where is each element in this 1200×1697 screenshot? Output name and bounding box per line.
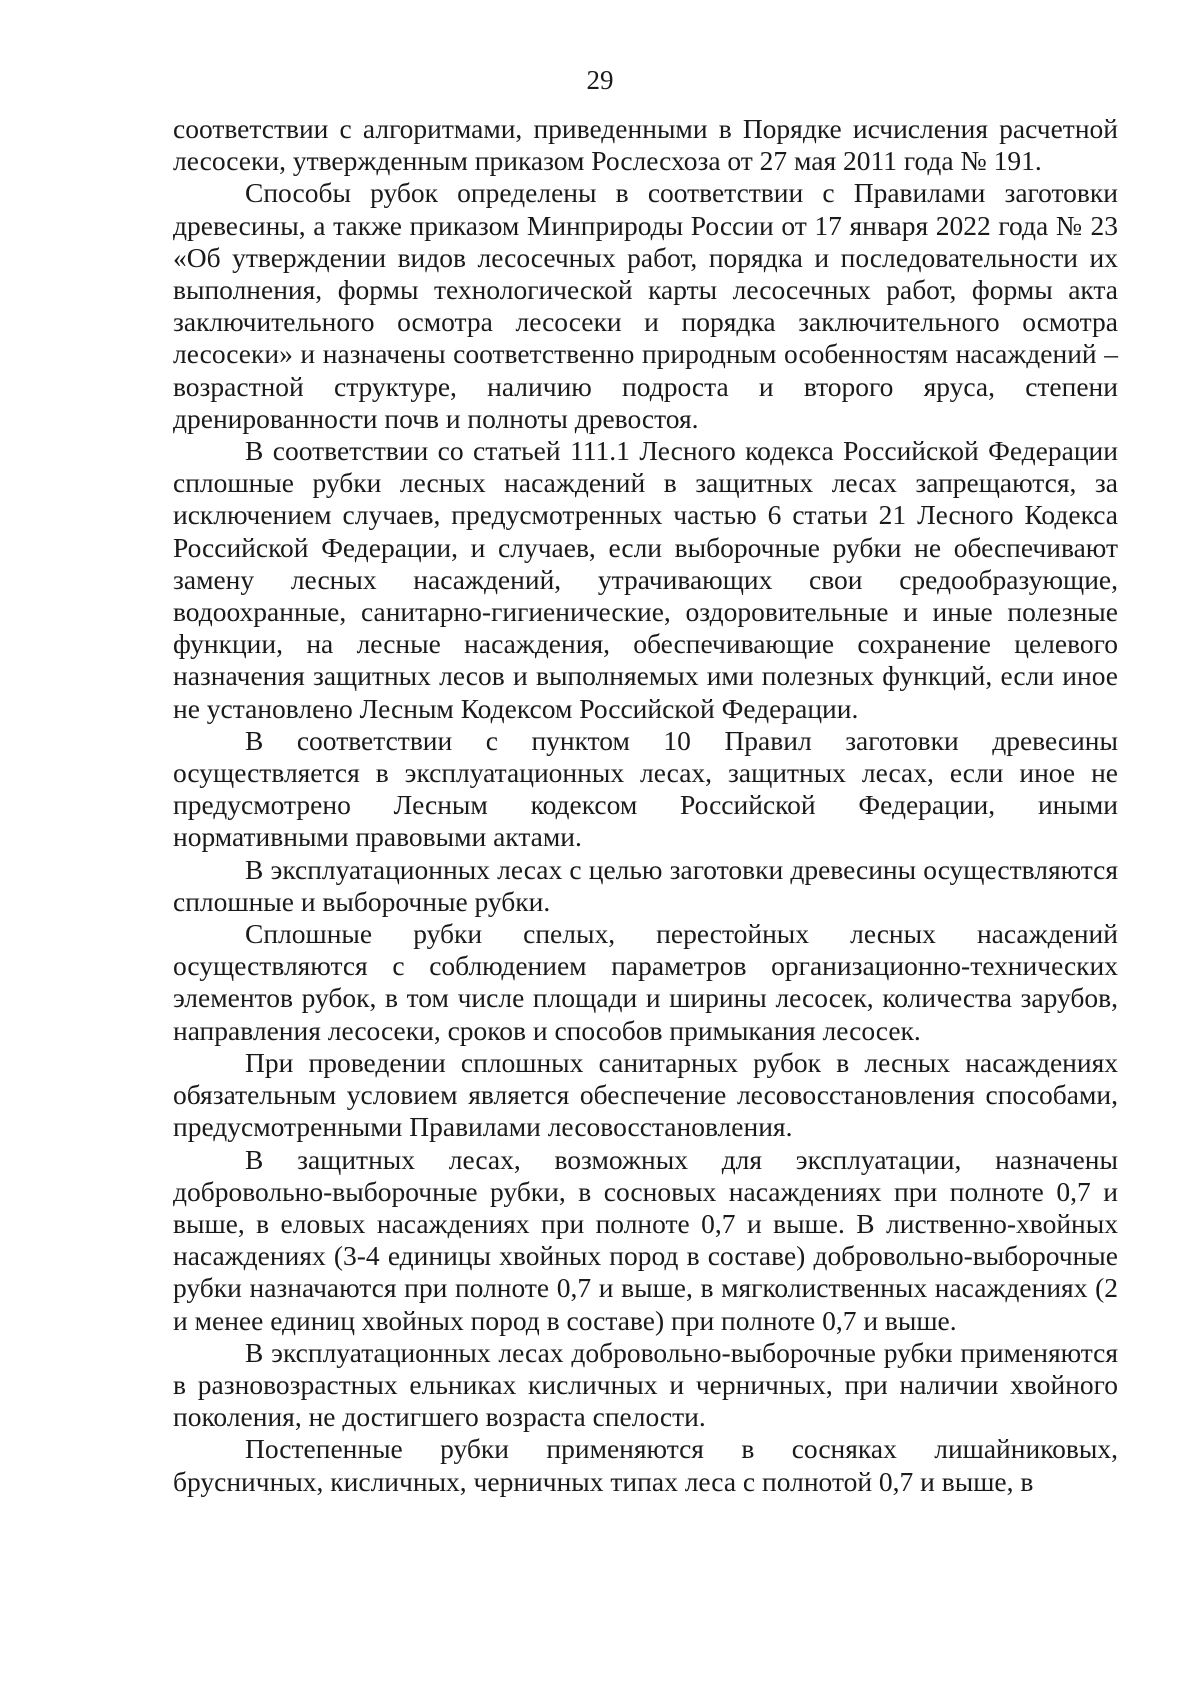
document-body [173,113,1118,1498]
paragraph: В защитных лесах, возможных для эксплуатации, назначены добровольно-выборочные рубки, в сосновых насаждениях при полноте 0,7 и выше, в еловых насаждениях при полноте 0,7 и выше. В лиственно-хвойных насаждениях (3-4 единицы хвойных пород в составе) добровольно-выборочные рубки назначаются при полноте 0,7 и выше, в мягколиственных насаждениях (2 и менее единиц хвойных пород в составе) при полноте 0,7 и выше. [173,1143,1118,1336]
paragraph: соответствии с алгоритмами, приведенными в Порядке исчисления расчетной лесосеки, утвержденным приказом Рослесхоза от 27 мая 2011 года № 191. [173,113,1118,177]
page-number: 29 [586,65,614,95]
paragraph: В соответствии со статьей 111.1 Лесного кодекса Российской Федерации сплошные рубки лесных насаждений в защитных лесах запрещаются, за исключением случаев, предусмотренных частью 6 статьи 21 Лесного Кодекса Российской Федерации, и случаев, если выборочные рубки не обеспечивают замену лесных насаждений, утрачивающих свои средообразующие, водоохранные, санитарно-гигиенические, оздоровительные и иные полезные функции, на лесные насаждения, обеспечивающие сохранение целевого назначения защитных лесов и выполняемых ими полезных функций, если иное не установлено Лесным Кодексом Российской Федерации. [173,435,1118,724]
paragraph: Сплошные рубки спелых, перестойных лесных насаждений осуществляются с соблюдением параметров организационно-технических элементов рубок, в том числе площади и ширины лесосек, количества зарубов, направления лесосеки, сроков и способов примыкания лесосек. [173,918,1118,1046]
paragraph: При проведении сплошных санитарных рубок в лесных насаждениях обязательным условием является обеспечение лесовосстановления способами, предусмотренными Правилами лесовосстановления. [173,1046,1118,1143]
paragraph: В эксплуатационных лесах с целью заготовки древесины осуществляются сплошные и выборочные рубки. [173,853,1118,917]
paragraph: Постепенные рубки применяются в сосняках лишайниковых, брусничных, кисличных, черничных типах леса с полнотой 0,7 и выше, в [173,1433,1118,1497]
paragraph: В соответствии с пунктом 10 Правил заготовки древесины осуществляется в эксплуатационных лесах, защитных лесах, если иное не предусмотрено Лесным кодексом Российской Федерации, иными нормативными правовыми актами. [173,724,1118,853]
paragraph: Способы рубок определены в соответствии с Правилами заготовки древесины, а также приказом Минприроды России от 17 января 2022 года № 23 «Об утверждении видов лесосечных работ, порядка и последовательности их выполнения, формы технологической карты лесосечных работ, формы акта заключительного осмотра лесосеки и порядка заключительного осмотра лесосеки» и назначены соответственно природным особенностям насаждений – возрастной структуре, наличию подроста и второго яруса, степени дренированности почв и полноты древостоя. [173,177,1118,434]
paragraph: В эксплуатационных лесах добровольно-выборочные рубки применяются в разновозрастных ельниках кисличных и черничных, при наличии хвойного поколения, не достигшего возраста спелости. [173,1336,1118,1433]
